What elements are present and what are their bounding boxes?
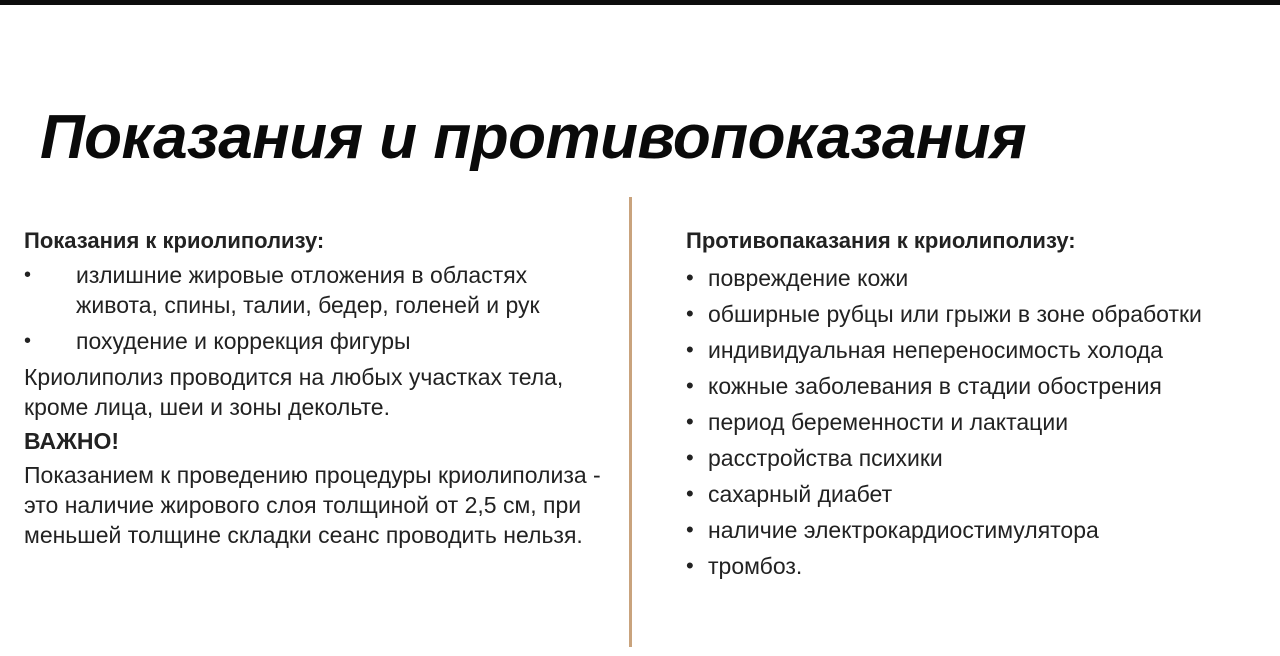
- slide-title: Показания и противопоказания: [40, 103, 1027, 172]
- list-item: [686, 404, 1280, 440]
- list-item-text: тромбоз.: [708, 553, 803, 579]
- contraindications-list: [686, 260, 1280, 584]
- list-item: [686, 368, 1280, 404]
- list-item-text: похудение и коррекция фигуры: [76, 328, 411, 354]
- column-divider: [629, 197, 632, 647]
- indications-heading: Показания к криолиполизу:: [24, 228, 325, 253]
- bullet-icon: •: [686, 553, 694, 578]
- bullet-icon: •: [686, 409, 694, 434]
- important-paragraph: Показанием к проведению процедуры криолиполиза - это наличие жирового слоя толщиной от 2,5 см, при меньшей толщине складки сеанс проводить нельзя.: [24, 462, 601, 548]
- list-item-text: расстройства психики: [708, 445, 943, 471]
- bullet-icon: •: [686, 265, 694, 290]
- important-label: ВАЖНО!: [24, 428, 120, 454]
- bullet-icon: •: [686, 517, 694, 542]
- list-item: [686, 296, 1280, 332]
- list-item-text: наличие электрокардиостимулятора: [708, 517, 1099, 543]
- list-item: [686, 260, 1280, 296]
- bullet-icon: •: [24, 330, 32, 352]
- bullet-icon: •: [24, 264, 32, 286]
- list-item: [24, 260, 604, 320]
- bullet-icon: •: [686, 373, 694, 398]
- list-item-text: излишние жировые отложения в областях живота, спины, талии, бедер, голеней и рук: [76, 262, 540, 318]
- bullet-icon: •: [686, 445, 694, 470]
- list-item: [24, 326, 604, 356]
- list-item: [686, 476, 1280, 512]
- contraindications-heading: Противопаказания к криолиполизу:: [686, 228, 1076, 253]
- indications-column: [24, 226, 604, 550]
- list-item-text: индивидуальная непереносимость холода: [708, 337, 1163, 363]
- list-item-text: кожные заболевания в стадии обострения: [708, 373, 1162, 399]
- bullet-icon: •: [686, 481, 694, 506]
- list-item-text: сахарный диабет: [708, 481, 893, 507]
- top-bar: [0, 0, 1280, 5]
- list-item: [686, 512, 1280, 548]
- zones-paragraph: Криолиполиз проводится на любых участках тела, кроме лица, шеи и зоны декольте.: [24, 364, 564, 420]
- list-item-text: период беременности и лактации: [708, 409, 1069, 435]
- indications-list: [24, 260, 604, 356]
- list-item: [686, 440, 1280, 476]
- contraindications-column: [686, 226, 1280, 584]
- list-item-text: повреждение кожи: [708, 265, 909, 291]
- bullet-icon: •: [686, 301, 694, 326]
- list-item: [686, 548, 1280, 584]
- list-item: [686, 332, 1280, 368]
- bullet-icon: •: [686, 337, 694, 362]
- list-item-text: обширные рубцы или грыжи в зоне обработки: [708, 301, 1202, 327]
